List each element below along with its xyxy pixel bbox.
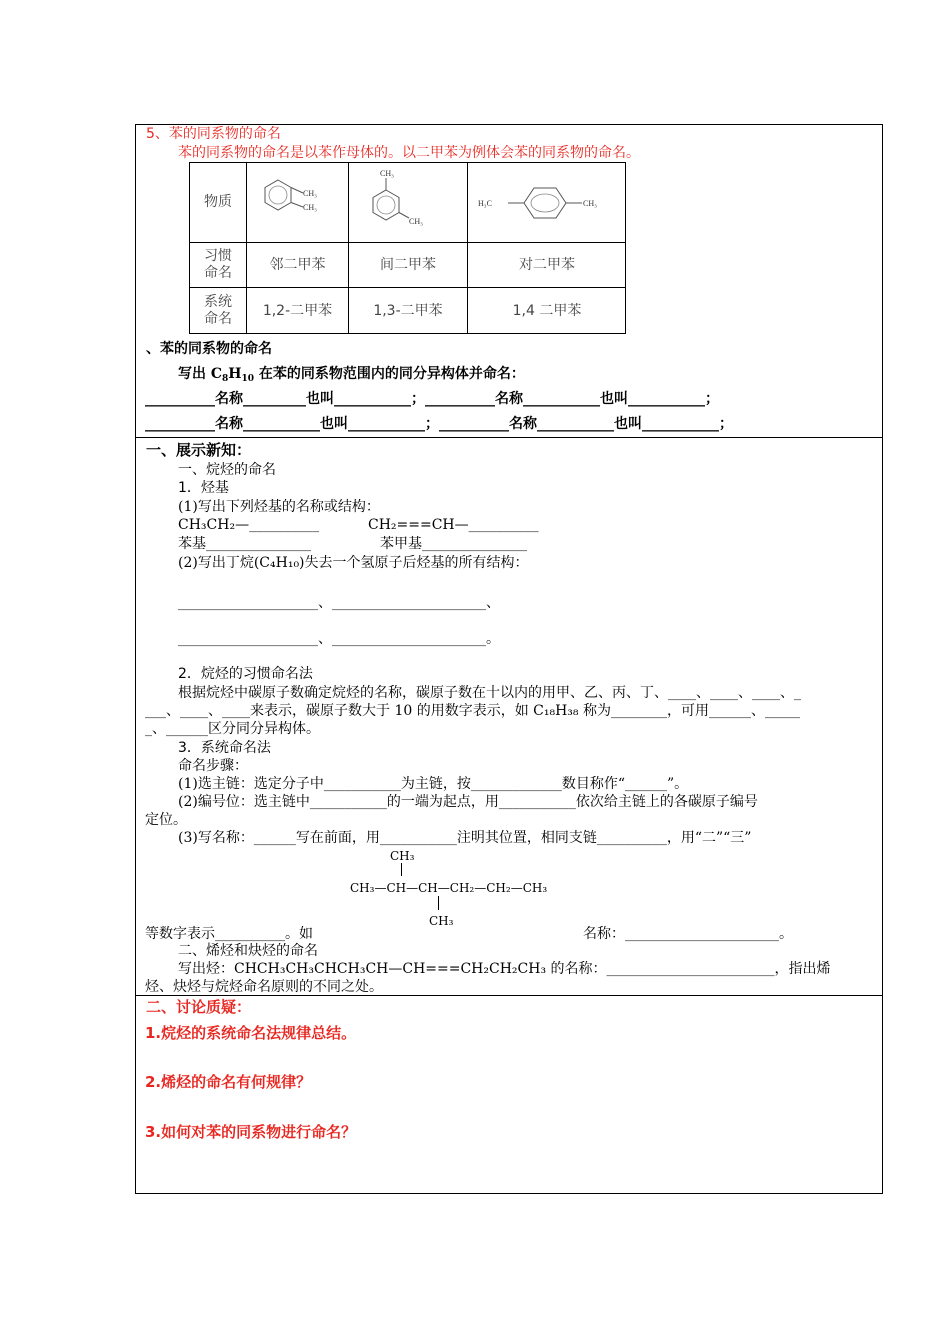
- naming-steps-label: 命名步骤：: [178, 758, 248, 774]
- formula-top-ch3: CH₃: [390, 849, 415, 863]
- label-substance: 物质: [204, 194, 232, 210]
- system-name-ortho: 1,2-二甲苯: [262, 302, 333, 319]
- butyl-blanks-row1[interactable]: ____________________、______________________、: [178, 595, 500, 611]
- alkene-heading: 二、烯烃和炔烃的命名: [178, 943, 318, 959]
- example-name-blank[interactable]: 名称：______________________。: [583, 926, 793, 942]
- formula-main-chain: CH₃—CH—CH—CH₂—CH₂—CH₃: [350, 881, 548, 895]
- step1-select-chain[interactable]: (1)选主链：选定分子中___________为主链，按_____________数目称作“______”。: [178, 776, 689, 792]
- svg-text:H₃C: H₃C: [478, 199, 492, 208]
- common-name-para: 对二甲苯: [519, 256, 575, 273]
- para-xylene-structure: [468, 163, 626, 242]
- butyl-blanks-row2[interactable]: ____________________、______________________。: [178, 631, 500, 647]
- formula-bond-top: [401, 863, 402, 876]
- row-divider-1: [135, 437, 883, 438]
- discussion-q3: 3.如何对苯的同系物进行命名？: [145, 1123, 357, 1141]
- common-naming-text-2[interactable]: ___、____、____来表示，碳原子数大于 10 的用数字表示，如 C₁₈H₃₈ 称为________，可用______、_____: [145, 703, 800, 719]
- svg-text:CH₃: CH₃: [303, 189, 317, 198]
- common-naming-heading: 2．烷烃的习惯命名法: [178, 666, 313, 682]
- ortho-xylene-structure: [247, 163, 348, 242]
- step2-number[interactable]: (2)编号位：选主链中___________的一端为起点，用___________依次给主链上的各碳原子编号: [178, 794, 758, 810]
- radical-q1: (1)写出下列烃基的名称或结构：: [178, 499, 380, 515]
- formula-bond-bottom: [438, 896, 439, 910]
- section5-heading: 5、苯的同系物的命名: [146, 126, 281, 142]
- butyl-question: (2)写出丁烷(C₄H₁₀)失去一个氢原子后烃基的所有结构：: [178, 555, 529, 571]
- alkene-question-2: 烃、炔烃与烷烃命名原则的不同之处。: [145, 979, 383, 995]
- vinyl-blank[interactable]: CH₂===CH—__________: [368, 517, 539, 533]
- radical-heading: 1．烃基: [178, 480, 229, 496]
- system-name-para: 1,4 二甲苯: [512, 302, 582, 319]
- meta-xylene-structure: [349, 163, 467, 242]
- benzyl-blank[interactable]: 苯甲基_______________: [380, 536, 527, 552]
- benzene-table: [189, 162, 626, 334]
- common-naming-text-3[interactable]: _、______区分同分异构体。: [145, 721, 320, 737]
- alkane-heading: 一、烷烃的命名: [178, 462, 276, 478]
- discussion-q2: 2.烯烃的命名有何规律？: [145, 1073, 312, 1091]
- common-name-meta: 间二甲苯: [380, 256, 436, 273]
- alkene-question-1[interactable]: 写出烃：CHCH₃CH₃CHCH₃CH—CH===CH₂CH₂CH₃ 的名称：________________________，指出烯: [178, 961, 831, 977]
- svg-text:CH₃: CH₃: [380, 169, 394, 178]
- exercise-blanks-row1[interactable]: __________名称_________也叫___________；__________名称___________也叫___________；: [145, 391, 719, 407]
- section5-intro: 苯的同系物的命名是以苯作母体的。以二甲苯为例体会苯的同系物的命名。: [178, 145, 640, 161]
- phenyl-blank[interactable]: 苯基_______________: [178, 536, 311, 552]
- step2-number-cont: 定位。: [145, 812, 187, 828]
- show-new-heading: 一、展示新知：: [146, 441, 252, 459]
- exercise-prompt: 写出 $C_8H_{10}$ 在苯的同系物范围内的同分异构体并命名：: [178, 366, 525, 384]
- svg-text:CH₃: CH₃: [583, 199, 597, 208]
- row-divider-2: [135, 995, 883, 996]
- svg-text:CH₃: CH₃: [303, 203, 317, 212]
- discussion-q1: 1.烷烃的系统命名法规律总结。: [145, 1024, 357, 1042]
- discussion-heading: 二、讨论质疑：: [146, 998, 252, 1016]
- step3-example-left[interactable]: 等数字表示__________。如: [145, 926, 313, 942]
- label-system-name: 系统 命名: [204, 294, 232, 327]
- label-common-name: 习惯 命名: [204, 248, 232, 281]
- formula-bottom-ch3: CH₃: [429, 914, 454, 928]
- exercise-blanks-row2[interactable]: __________名称___________也叫___________；__________名称___________也叫___________；: [145, 416, 733, 432]
- ethyl-blank[interactable]: CH₃CH₂—__________: [178, 517, 320, 533]
- exercise-heading: 、苯的同系物的命名: [146, 341, 272, 357]
- step3-write-name[interactable]: (3)写名称：______写在前面，用___________注明其位置，相同支链__________，用“二”“三”: [178, 830, 752, 846]
- svg-text:CH₃: CH₃: [409, 217, 423, 226]
- system-naming-heading: 3．系统命名法: [178, 740, 271, 756]
- common-naming-text-1[interactable]: 根据烷烃中碳原子数确定烷烃的名称，碳原子数在十以内的用甲、乙、丙、丁、____、____、____、_: [178, 685, 801, 701]
- system-name-meta: 1,3-二甲苯: [373, 302, 443, 319]
- common-name-ortho: 邻二甲苯: [269, 256, 326, 273]
